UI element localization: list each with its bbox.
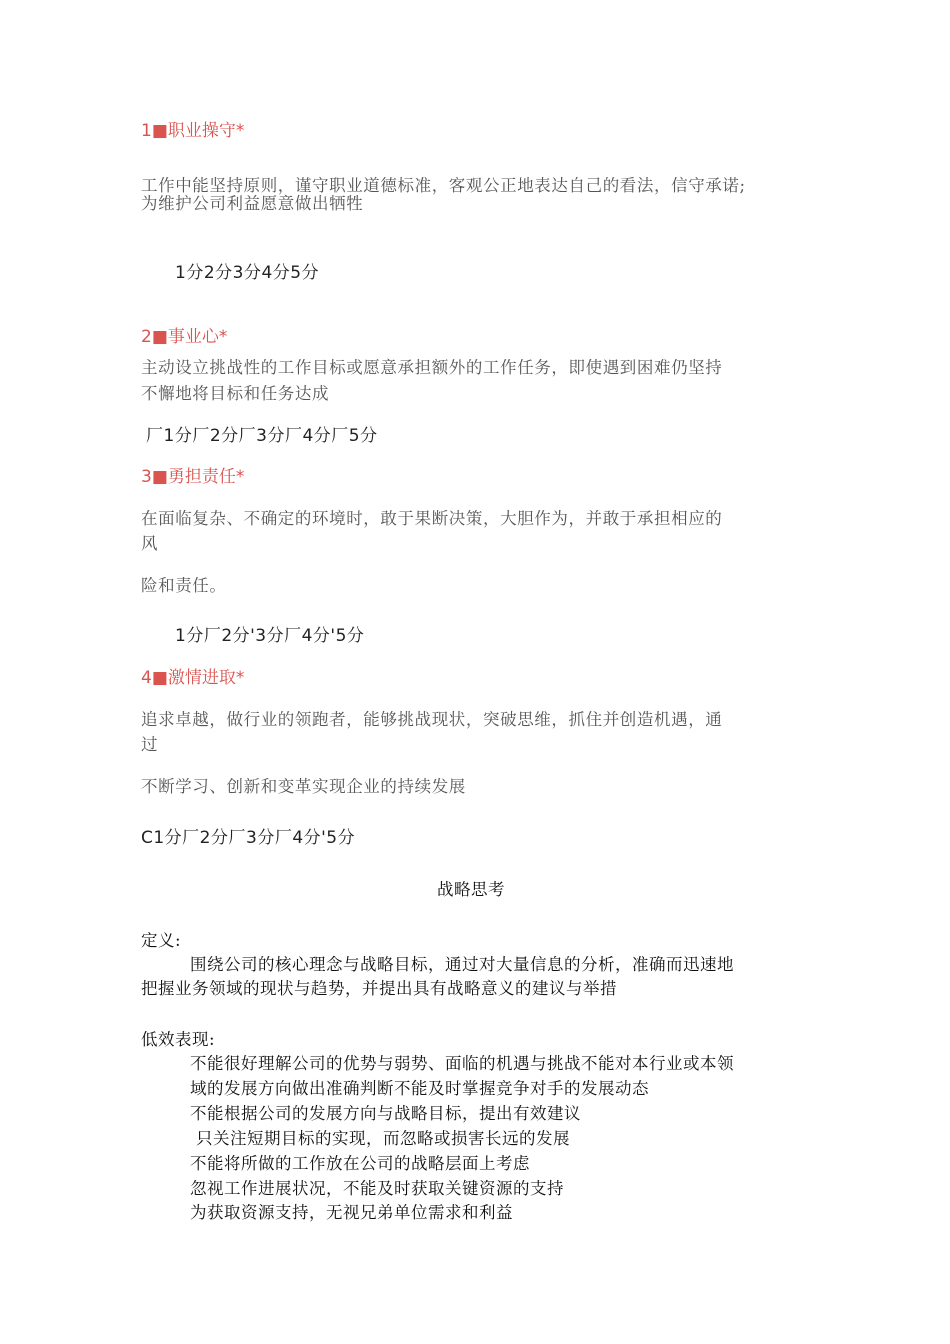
- item-4-desc-line-1: 追求卓越，做行业的领跑者，能够挑战现状，突破思维，抓住并创造机遇，通: [141, 710, 723, 729]
- item-4-desc-line-3: 不断学习、创新和变革实现企业的持续发展: [141, 777, 466, 796]
- item-1-desc-line-1: 工作中能坚持原则，谨守职业道德标准，客观公正地表达自己的看法，信守承诺;: [141, 176, 746, 195]
- section-title: 战略思考: [437, 880, 505, 899]
- definition-line-2: 把握业务领域的现状与趋势，并提出具有战略意义的建议与举措: [141, 979, 617, 998]
- item-1-desc-line-2: 为维护公司利益愿意做出牺牲: [141, 194, 364, 213]
- low-performance-line-6: 忽视工作进展状况，不能及时获取关键资源的支持: [190, 1179, 564, 1198]
- item-3-desc-line-2: 风: [141, 534, 159, 553]
- item-4-desc-line-2: 过: [141, 735, 159, 754]
- item-3-score-options[interactable]: 1分厂2分'3分厂4分'5分: [175, 626, 365, 646]
- low-performance-line-4: 只关注短期目标的实现，而忽略或损害长远的发展: [196, 1129, 570, 1148]
- item-2-desc-line-1: 主动设立挑战性的工作目标或愿意承担额外的工作任务，即使遇到困难仍坚持: [141, 358, 723, 377]
- item-4-heading: 4■激情进取*: [141, 668, 245, 688]
- low-performance-line-1: 不能很好理解公司的优势与弱势、面临的机遇与挑战不能对本行业或本领: [190, 1054, 734, 1073]
- item-2-desc-line-2: 不懈地将目标和任务达成: [141, 384, 330, 403]
- definition-label: 定义:: [141, 931, 182, 950]
- item-3-heading: 3■勇担责任*: [141, 467, 245, 487]
- item-1-score-options[interactable]: 1分2分3分4分5分: [175, 263, 320, 283]
- low-performance-label: 低效表现:: [141, 1030, 216, 1049]
- low-performance-line-2: 域的发展方向做出准确判断不能及时掌握竞争对手的发展动态: [190, 1079, 649, 1098]
- item-2-score-options[interactable]: 厂1分厂2分厂3分厂4分厂5分: [146, 426, 378, 446]
- item-3-desc-line-3: 险和责任。: [141, 576, 227, 595]
- item-1-heading: 1■职业操守*: [141, 121, 245, 141]
- definition-line-1: 围绕公司的核心理念与战略目标，通过对大量信息的分析，准确而迅速地: [190, 955, 734, 974]
- item-3-desc-line-1: 在面临复杂、不确定的环境时，敢于果断决策，大胆作为，并敢于承担相应的: [141, 509, 723, 528]
- item-4-score-options[interactable]: C1分厂2分厂3分厂4分'5分: [141, 828, 356, 848]
- low-performance-line-7: 为获取资源支持，无视兄弟单位需求和利益: [190, 1203, 513, 1222]
- low-performance-line-3: 不能根据公司的发展方向与战略目标，提出有效建议: [190, 1104, 581, 1123]
- low-performance-line-5: 不能将所做的工作放在公司的战略层面上考虑: [190, 1154, 530, 1173]
- item-2-heading: 2■事业心*: [141, 327, 228, 347]
